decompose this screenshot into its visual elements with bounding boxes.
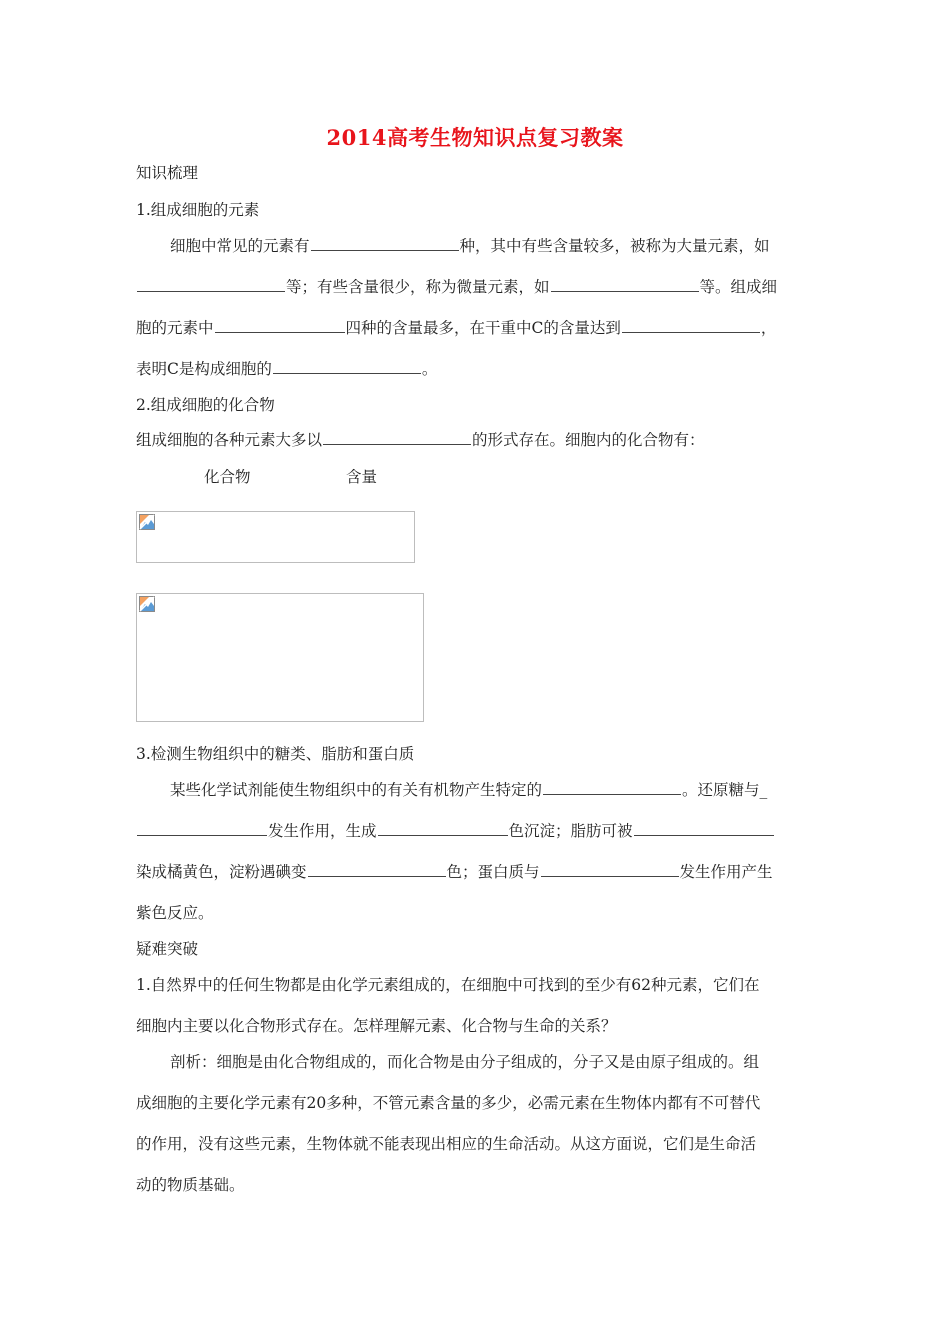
image-placeholder <box>136 511 415 563</box>
paragraph-line <box>136 359 437 379</box>
fill-blank <box>137 277 285 292</box>
paragraph-line <box>136 821 775 841</box>
text-span: 组成细胞的各种元素大多以 <box>136 431 323 449</box>
text-span: 某些化学试剂能使生物组织中的有关有机物产生特定的 <box>170 781 543 799</box>
fill-blank <box>323 430 471 445</box>
broken-image-icon <box>139 596 155 612</box>
text-span: 发生作用，生成 <box>268 822 377 840</box>
section-3-heading: 3.检测生物组织中的糖类、脂肪和蛋白质 <box>136 745 415 763</box>
fill-blank <box>311 236 459 251</box>
text-span: 种，其中有些含量较多，被称为大量元素，如 <box>459 237 770 255</box>
fill-blank <box>622 318 760 333</box>
fill-blank <box>215 318 345 333</box>
content-column-label: 含量 <box>346 468 378 486</box>
text-span: 胞的元素中 <box>136 319 214 337</box>
text-span: 细胞中常见的元素有 <box>170 237 310 255</box>
paragraph-line: 1.自然界中的任何生物都是由化学元素组成的，在细胞中可找到的至少有62种元素，它们在 <box>136 976 760 994</box>
paragraph-line <box>136 318 776 338</box>
compound-column-label: 化合物 <box>204 468 251 486</box>
text-span: 。还原糖与_ <box>682 781 768 799</box>
text-span: 的形式存在。细胞内的化合物有： <box>472 431 705 449</box>
section-heading-difficult: 疑难突破 <box>136 940 199 958</box>
fill-blank <box>137 821 267 836</box>
text-span: 染成橘黄色，淀粉遇碘变 <box>136 863 307 881</box>
section-1-heading: 1.组成细胞的元素 <box>136 201 260 219</box>
text-span: 色；蛋白质与 <box>446 863 540 881</box>
paragraph-line <box>136 277 777 297</box>
fill-blank <box>541 862 679 877</box>
paragraph-line <box>170 236 770 256</box>
fill-blank <box>634 821 774 836</box>
fill-blank <box>543 780 681 795</box>
document-title: 2014高考生物知识点复习教案 <box>326 125 624 150</box>
broken-image-icon <box>139 514 155 530</box>
text-span: 发生作用产生 <box>679 863 773 881</box>
paragraph-line <box>170 780 767 800</box>
text-span: 四种的含量最多，在干重中C的含量达到 <box>345 319 621 337</box>
text-span: 色沉淀；脂肪可被 <box>508 822 633 840</box>
paragraph-line: 成细胞的主要化学元素有20多种，不管元素含量的多少，必需元素在生物体内都有不可替代 <box>136 1094 761 1112</box>
paragraph-line <box>136 430 705 450</box>
fill-blank <box>273 359 421 374</box>
paragraph-line: 的作用，没有这些元素，生物体就不能表现出相应的生命活动。从这方面说，它们是生命活 <box>136 1135 757 1153</box>
section-heading-knowledge: 知识梳理 <box>136 164 199 182</box>
text-span: 等；有些含量很少，称为微量元素，如 <box>286 278 550 296</box>
text-span: ， <box>760 319 777 337</box>
text-span: 表明C是构成细胞的 <box>136 360 272 378</box>
fill-blank <box>378 821 508 836</box>
text-span: 等。组成细 <box>699 278 778 296</box>
paragraph-line: 动的物质基础。 <box>136 1176 245 1194</box>
paragraph-line: 紫色反应。 <box>136 904 214 922</box>
paragraph-line: 剖析：细胞是由化合物组成的，而化合物是由分子组成的，分子又是由原子组成的。组 <box>170 1053 760 1071</box>
fill-blank <box>308 862 446 877</box>
image-placeholder <box>136 593 424 722</box>
paragraph-line: 细胞内主要以化合物形式存在。怎样理解元素、化合物与生命的关系？ <box>136 1017 617 1035</box>
text-span: 。 <box>421 360 438 378</box>
section-2-heading: 2.组成细胞的化合物 <box>136 396 275 414</box>
paragraph-line <box>136 862 773 882</box>
fill-blank <box>551 277 699 292</box>
